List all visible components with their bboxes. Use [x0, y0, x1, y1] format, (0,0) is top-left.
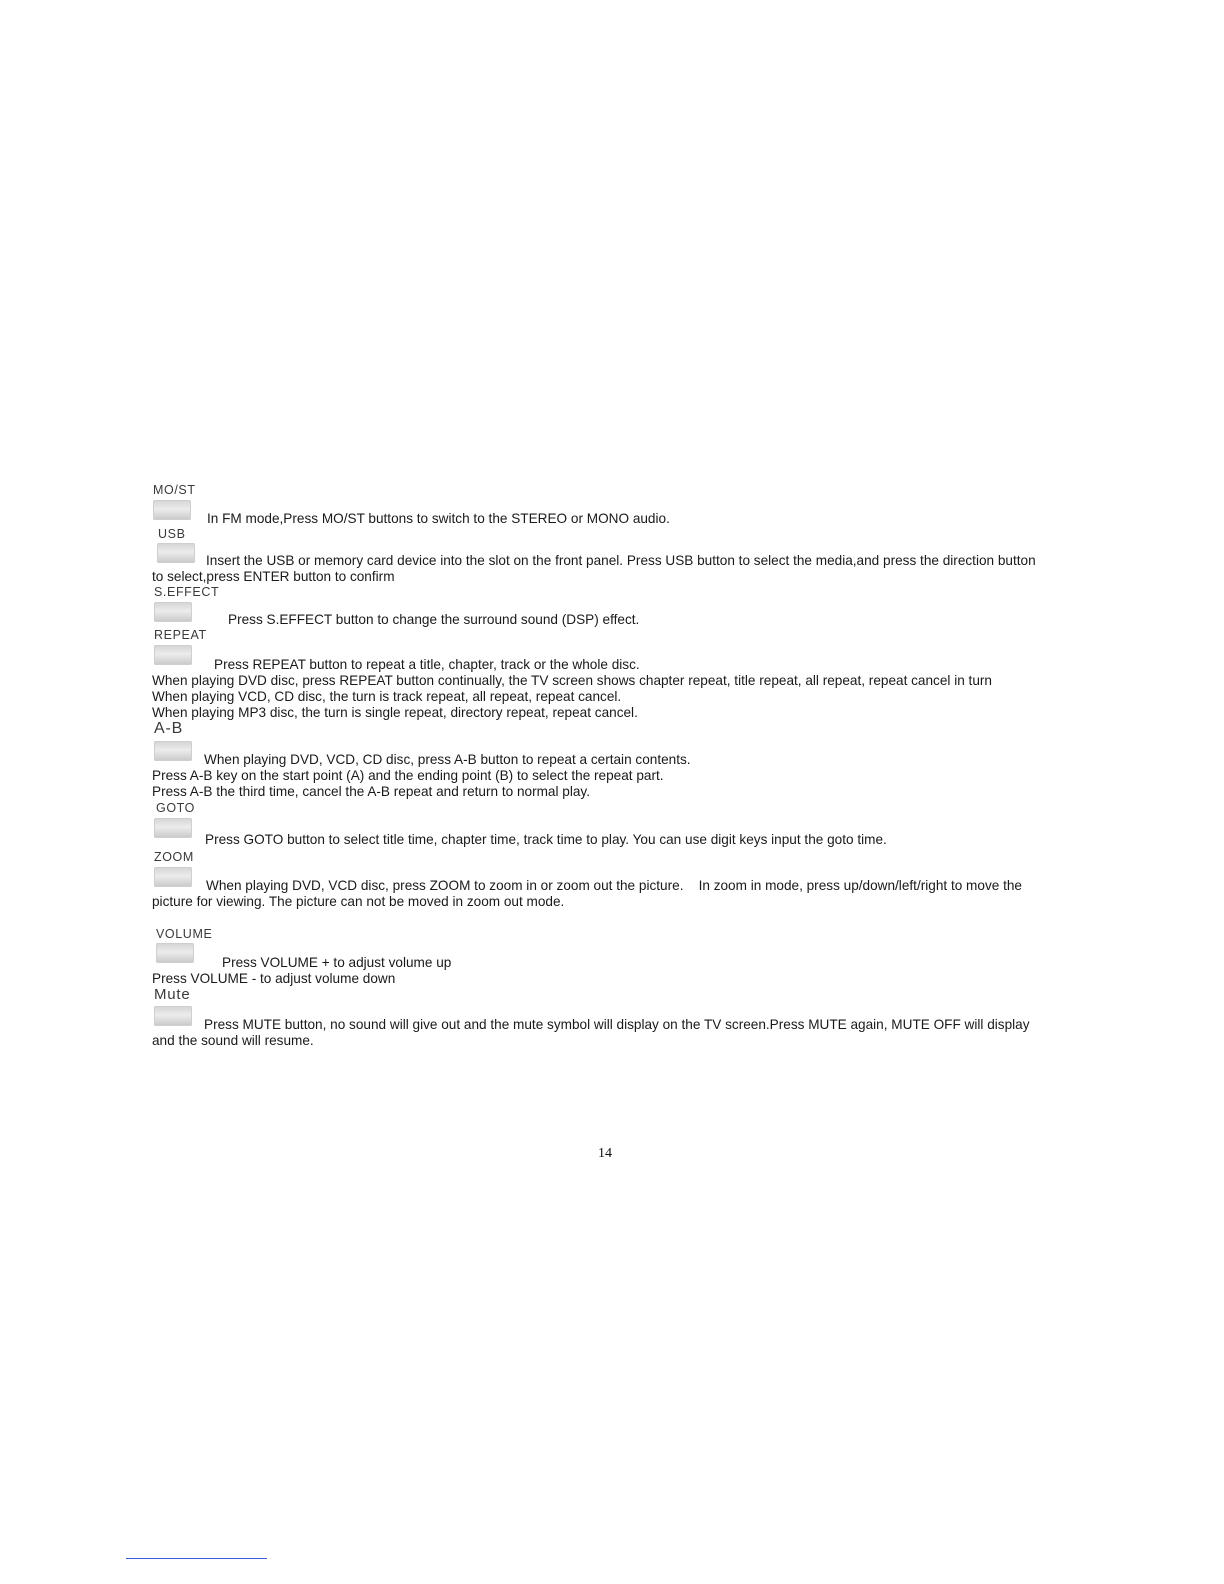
goto-button-icon — [154, 818, 192, 838]
volume-button-icon — [156, 943, 194, 963]
most-key-label: MO/ST — [153, 483, 196, 497]
repeat-description-line4: When playing MP3 disc, the turn is single repeat, directory repeat, repeat cancel. — [152, 705, 638, 720]
ab-description-line1: When playing DVD, VCD, CD disc, press A-B button to repeat a certain contents. — [204, 752, 691, 767]
ab-button-icon — [154, 741, 192, 761]
footnote-divider — [126, 1558, 267, 1559]
ab-key-label: A-B — [154, 720, 184, 737]
repeat-description-line2: When playing DVD disc, press REPEAT button continually, the TV screen shows chapter repeat, title repeat, all repeat, repeat cancel in turn — [152, 673, 992, 688]
usb-key-label: USB — [158, 527, 186, 541]
mute-button-icon — [154, 1006, 192, 1026]
repeat-key-label: REPEAT — [154, 628, 207, 642]
most-description: In FM mode,Press MO/ST buttons to switch to the STEREO or MONO audio. — [207, 511, 670, 526]
zoom-key-label: ZOOM — [154, 850, 194, 864]
volume-description-line1: Press VOLUME + to adjust volume up — [222, 955, 452, 970]
repeat-description-line3: When playing VCD, CD disc, the turn is track repeat, all repeat, repeat cancel. — [152, 689, 622, 704]
mute-description-line1: Press MUTE button, no sound will give out and the mute symbol will display on the TV screen.Press MUTE again, MUTE OFF will display — [204, 1017, 1030, 1032]
usb-button-icon — [157, 543, 195, 563]
ab-description-line3: Press A-B the third time, cancel the A-B repeat and return to normal play. — [152, 784, 590, 799]
goto-key-label: GOTO — [156, 801, 195, 815]
seffect-key-label: S.EFFECT — [154, 585, 220, 599]
zoom-button-icon — [154, 867, 192, 887]
volume-description-line2: Press VOLUME - to adjust volume down — [152, 971, 396, 986]
repeat-description-line1: Press REPEAT button to repeat a title, chapter, track or the whole disc. — [214, 657, 640, 672]
zoom-description-line1: When playing DVD, VCD disc, press ZOOM to zoom in or zoom out the picture. In zoom in mode, press up/down/left/right to move the — [206, 878, 1022, 893]
mute-description-line2: and the sound will resume. — [152, 1033, 314, 1048]
most-button-icon — [153, 500, 191, 520]
usb-description-line1: Insert the USB or memory card device into the slot on the front panel. Press USB button to select the media,and press the direction button — [206, 553, 1036, 568]
page-number: 14 — [598, 1146, 612, 1161]
mute-key-label: Mute — [154, 986, 191, 1003]
repeat-button-icon — [154, 645, 192, 665]
usb-description-line2: to select,press ENTER button to confirm — [152, 569, 395, 584]
seffect-button-icon — [154, 602, 192, 622]
volume-key-label: VOLUME — [156, 927, 213, 941]
seffect-description: Press S.EFFECT button to change the surround sound (DSP) effect. — [228, 612, 640, 627]
ab-description-line2: Press A-B key on the start point (A) and the ending point (B) to select the repeat part. — [152, 768, 664, 783]
zoom-description-line2: picture for viewing. The picture can not be moved in zoom out mode. — [152, 894, 565, 909]
goto-description: Press GOTO button to select title time, chapter time, track time to play. You can use digit keys input the goto time. — [205, 832, 887, 847]
